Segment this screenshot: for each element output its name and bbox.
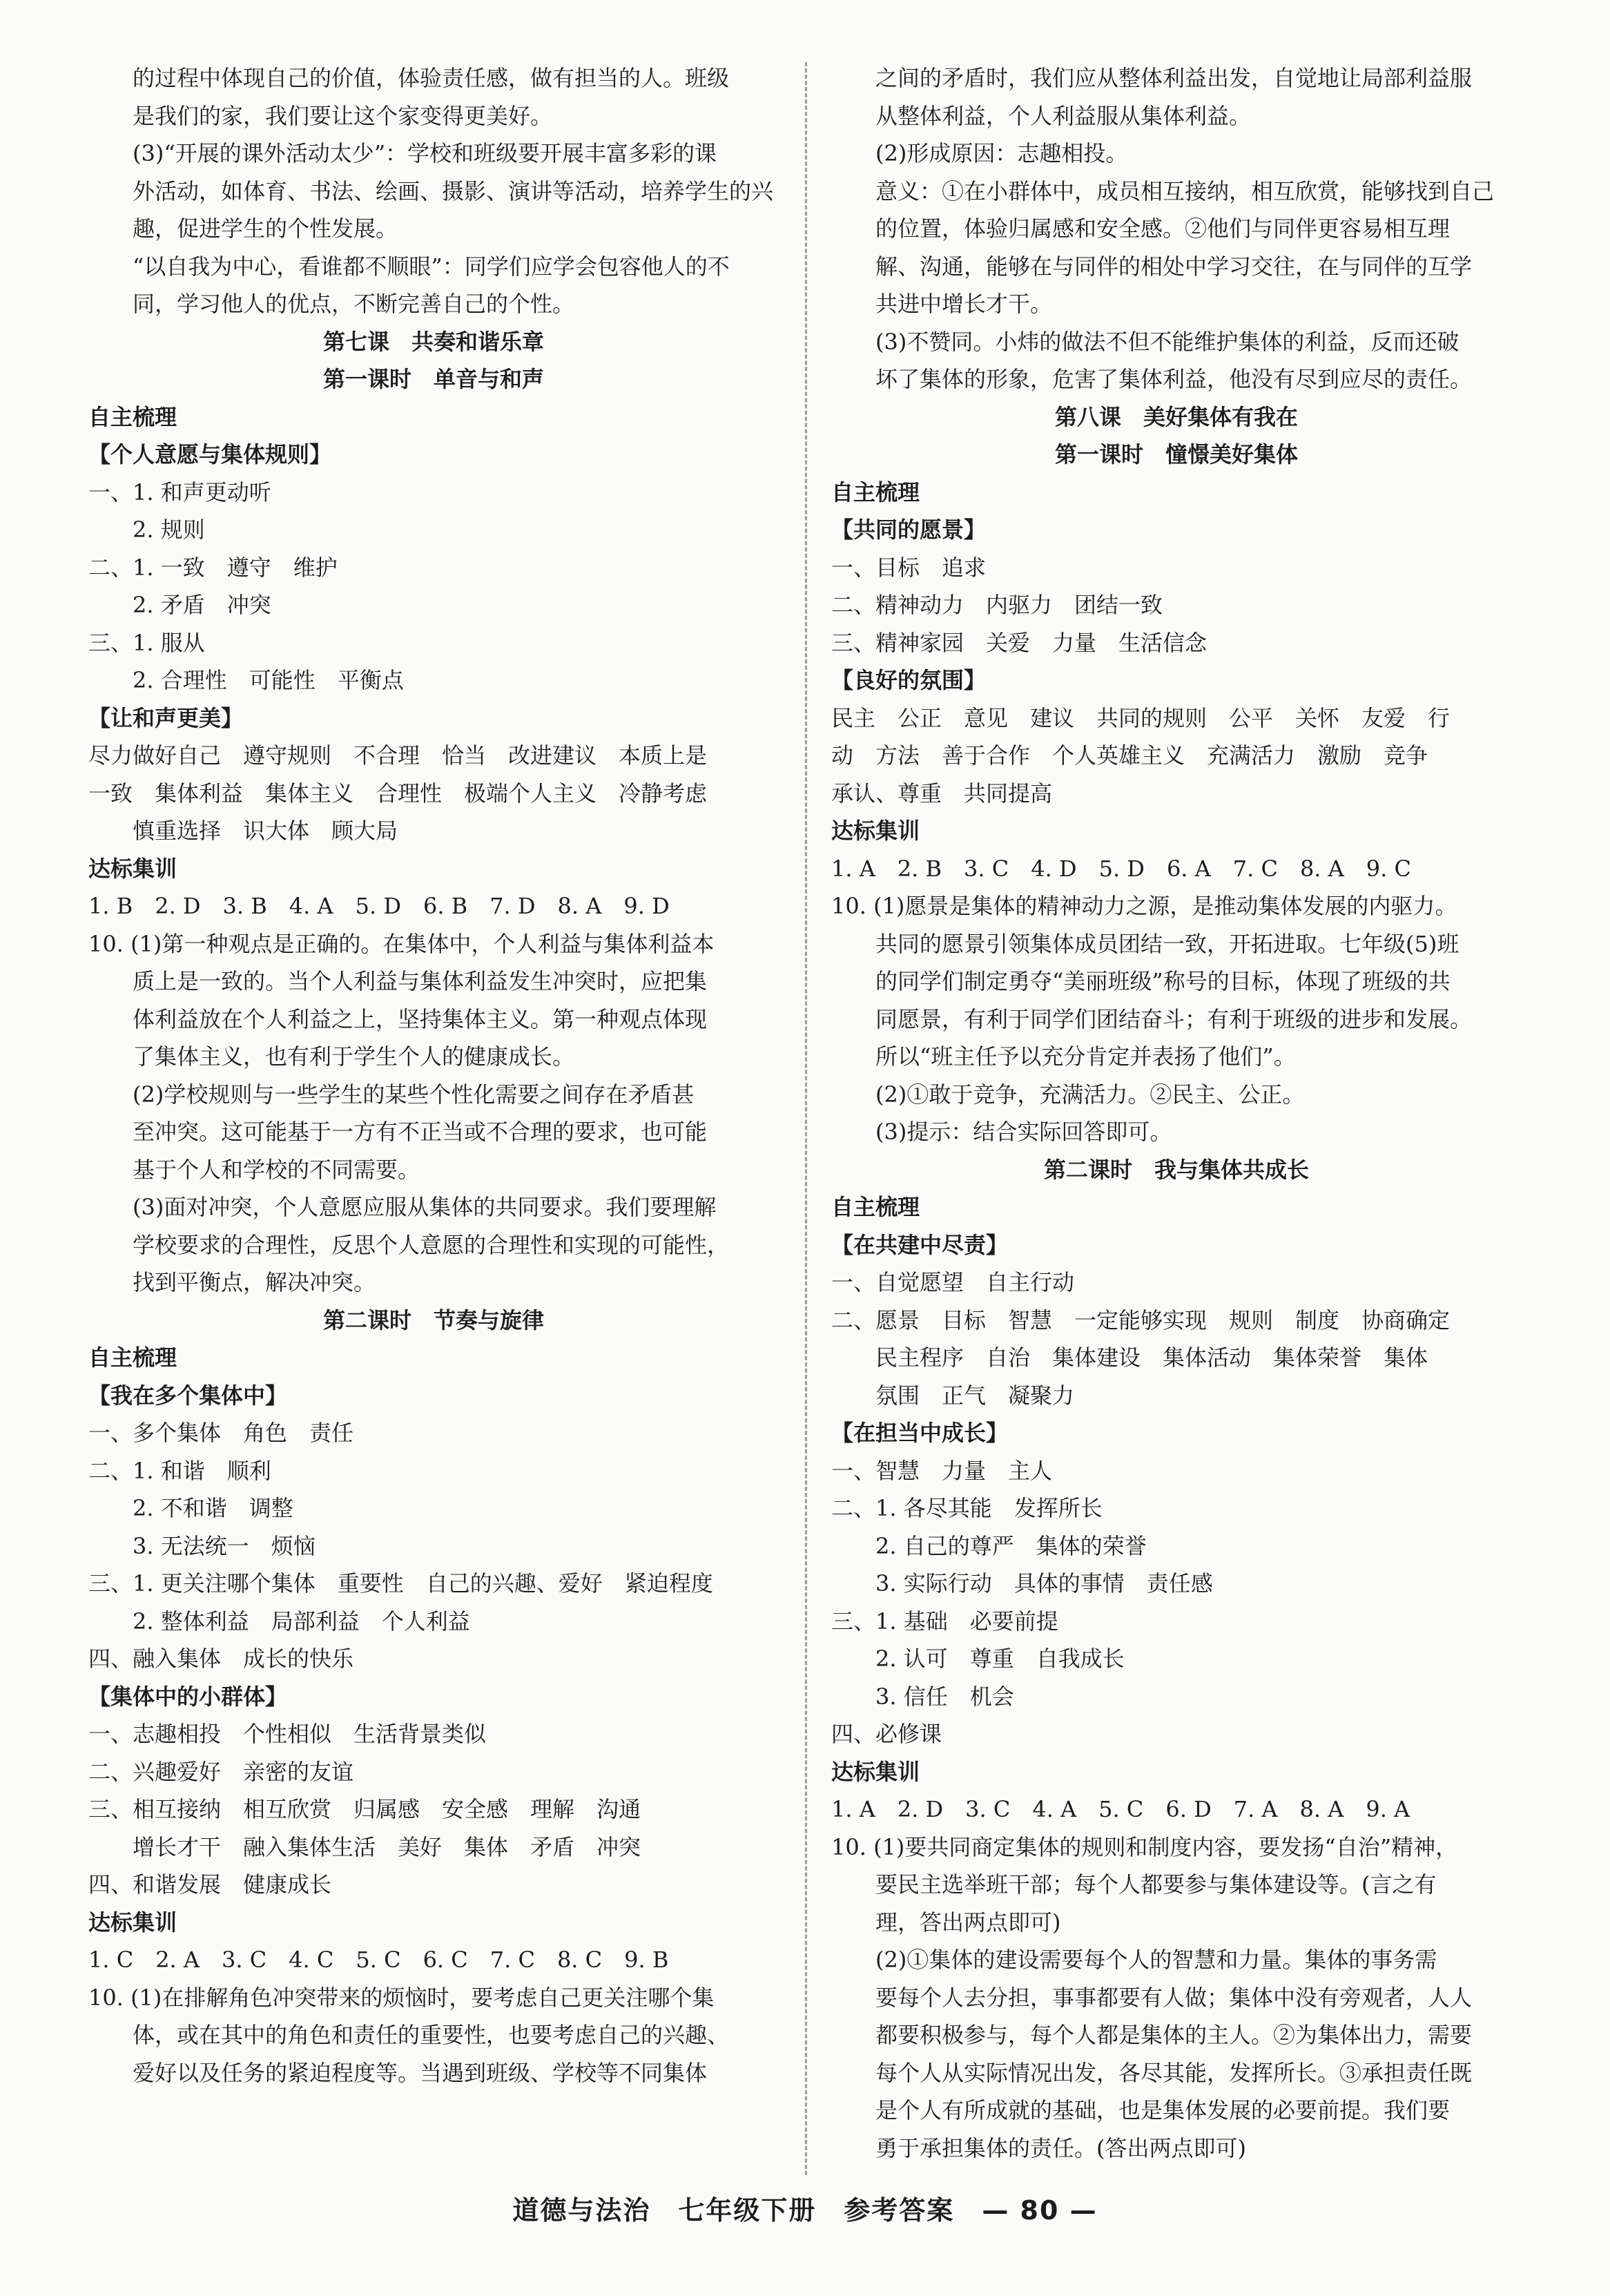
topic-heading: 【在共建中尽责】 (831, 1231, 1009, 1258)
answer-line: 是个人有所成就的基础，也是集体发展的必要前提。我们要 (875, 2097, 1451, 2123)
answer-line: 二、1. 一致 遵守 维护 (88, 554, 338, 581)
answer-line: 所以“班主任予以充分肯定并表扬了他们”。 (875, 1043, 1296, 1070)
answer-line: 二、愿景 目标 智慧 一定能够实现 规则 制度 协商确定 (831, 1306, 1451, 1333)
column-divider (805, 62, 807, 2175)
section-heading: 自主梳理 (88, 1344, 177, 1371)
topic-heading: 【我在多个集体中】 (88, 1382, 288, 1409)
answer-line: 要民主选举班干部；每个人都要参与集体建设等。(言之有 (875, 1871, 1437, 1898)
answer-line: 3. 无法统一 烦恼 (133, 1532, 316, 1559)
answer-line: 四、和谐发展 健康成长 (88, 1871, 332, 1898)
answer-line: 1. C 2. A 3. C 4. C 5. C 6. C 7. C 8. C 9. B (88, 1947, 669, 1973)
section-heading: 达标集训 (831, 818, 920, 844)
lesson-title: 第七课 共奏和谐乐章 (322, 328, 544, 355)
section-heading: 达标集训 (831, 1758, 920, 1785)
page-footer: 道德与法治 七年级下册 参考答案 — 80 — (512, 2195, 1098, 2226)
topic-heading: 【个人意愿与集体规则】 (88, 441, 332, 467)
answer-line: 的同学们制定勇夺“美丽班级”称号的目标，体现了班级的共 (875, 968, 1451, 994)
answer-line: 二、兴趣爱好 亲密的友谊 (88, 1758, 354, 1785)
answer-line: 一、1. 和声更动听 (88, 479, 271, 505)
answer-line: 至冲突。这可能基于一方有不正当或不合理的要求，也可能 (133, 1119, 708, 1145)
answer-line: 三、1. 服从 (88, 629, 205, 656)
answer-line: 爱好以及任务的紧迫程度等。当遇到班级、学校等不同集体 (133, 2059, 708, 2086)
answer-line: 外活动，如体育、书法、绘画、摄影、演讲等活动，培养学生的兴 (133, 177, 774, 204)
answer-line: 勇于承担集体的责任。(答出两点即可) (875, 2134, 1246, 2161)
answer-line: 2. 认可 尊重 自我成长 (875, 1646, 1125, 1672)
answer-line: 是我们的家，我们要让这个家变得更美好。 (133, 102, 553, 129)
answer-line: 2. 合理性 可能性 平衡点 (133, 667, 404, 693)
answer-line: 一、自觉愿望 自主行动 (831, 1269, 1075, 1295)
answer-line: “以自我为中心，看谁都不顺眼”：同学们应学会包容他人的不 (133, 253, 730, 280)
answer-line: 10. (1)在排解角色冲突带来的烦恼时，要考虑自己更关注哪个集 (88, 1984, 715, 2011)
answer-line: 同，学习他人的优点，不断完善自己的个性。 (133, 291, 575, 317)
section-heading: 达标集训 (88, 855, 177, 882)
answer-line: 坏了集体的形象，危害了集体利益，他没有尽到应尽的责任。 (875, 366, 1473, 392)
answer-line: 3. 实际行动 具体的事情 责任感 (875, 1570, 1213, 1596)
answer-line: 四、必修课 (831, 1721, 942, 1747)
answer-line: (2)学校规则与一些学生的某些个性化需要之间存在矛盾甚 (133, 1081, 695, 1108)
answer-line: 二、精神动力 内驱力 团结一致 (831, 592, 1163, 618)
answer-line: (2)①集体的建设需要每个人的智慧和力量。集体的事务需 (875, 1947, 1437, 1973)
answer-line: 3. 信任 机会 (875, 1683, 1014, 1710)
answer-line: 民主程序 自治 集体建设 集体活动 集体荣誉 集体 (875, 1344, 1428, 1371)
lesson-title: 第一课时 单音与和声 (322, 366, 544, 392)
lesson-title: 第一课时 憧憬美好集体 (1054, 441, 1298, 467)
answer-line: 一、目标 追求 (831, 554, 987, 581)
answer-line: 2. 不和谐 调整 (133, 1495, 293, 1521)
answer-line: 找到平衡点，解决冲突。 (133, 1269, 376, 1295)
answer-line: 氛围 正气 凝聚力 (875, 1382, 1075, 1409)
answer-line: 基于个人和学校的不同需要。 (133, 1156, 420, 1183)
answer-line: 每个人从实际情况出发，各尽其能，发挥所长。③承担责任既 (875, 2059, 1473, 2086)
answer-line: 共进中增长才干。 (875, 291, 1053, 317)
answer-line: 10. (1)愿景是集体的精神动力之源，是推动集体发展的内驱力。 (831, 893, 1457, 919)
answer-line: 了集体主义，也有利于学生个人的健康成长。 (133, 1043, 575, 1070)
answer-line: 慎重选择 识大体 顾大局 (133, 818, 398, 844)
answer-line: 的过程中体现自己的价值，体验责任感，做有担当的人。班级 (133, 65, 730, 91)
answer-line: 解、沟通，能够在与同伴的相处中学习交往，在与同伴的互学 (875, 253, 1473, 280)
answer-line: 趣，促进学生的个性发展。 (133, 215, 398, 242)
answer-line: 1. A 2. D 3. C 4. A 5. C 6. D 7. A 8. A 9. A (831, 1796, 1410, 1822)
topic-heading: 【让和声更美】 (88, 704, 244, 731)
answer-line: 三、精神家园 关爱 力量 生活信念 (831, 629, 1208, 656)
answer-line: 三、相互接纳 相互欣赏 归属感 安全感 理解 沟通 (88, 1796, 641, 1822)
answer-line: (3)不赞同。小炜的做法不但不能维护集体的利益，反而还破 (875, 328, 1459, 355)
answer-line: 2. 自己的尊严 集体的荣誉 (875, 1532, 1147, 1559)
answer-line: 同愿景，有利于同学们团结奋斗；有利于班级的进步和发展。 (875, 1005, 1473, 1032)
answer-line: 一、智慧 力量 主人 (831, 1457, 1053, 1484)
answer-line: 2. 整体利益 局部利益 个人利益 (133, 1608, 470, 1634)
answer-line: 承认、尊重 共同提高 (831, 780, 1053, 807)
answer-line: 二、1. 各尽其能 发挥所长 (831, 1495, 1103, 1521)
answer-line: 2. 矛盾 冲突 (133, 592, 271, 618)
answer-line: 要每个人去分担，事事都要有人做；集体中没有旁观者，人人 (875, 1984, 1473, 2011)
answer-line: 从整体利益，个人利益服从集体利益。 (875, 102, 1252, 129)
answer-line: (2)①敢于竞争，充满活力。②民主、公正。 (875, 1081, 1305, 1108)
answer-line: 1. B 2. D 3. B 4. A 5. D 6. B 7. D 8. A 9. D (88, 893, 670, 919)
answer-line: 10. (1)第一种观点是正确的。在集体中，个人利益与集体利益本 (88, 930, 715, 957)
answer-line: 学校要求的合理性，反思个人意愿的合理性和实现的可能性， (133, 1231, 730, 1258)
section-heading: 达标集训 (88, 1909, 177, 1936)
lesson-title: 第二课时 我与集体共成长 (1043, 1156, 1309, 1183)
answer-line: 民主 公正 意见 建议 共同的规则 公平 关怀 友爱 行 (831, 704, 1451, 731)
answer-line: (3)面对冲突，个人意愿应服从集体的共同要求。我们要理解 (133, 1194, 717, 1220)
answer-line: (3)“开展的课外活动太少”：学校和班级要开展丰富多彩的课 (133, 140, 717, 166)
answer-line: 一、多个集体 角色 责任 (88, 1420, 354, 1446)
left-column (88, 59, 779, 2092)
answer-line: 体利益放在个人利益之上，坚持集体主义。第一种观点体现 (133, 1005, 708, 1032)
answer-line: 尽力做好自己 遵守规则 不合理 恰当 改进建议 本质上是 (88, 742, 708, 769)
answer-line: 增长才干 融入集体生活 美好 集体 矛盾 冲突 (133, 1833, 641, 1860)
answer-line: 的位置，体验归属感和安全感。②他们与同伴更容易相互理 (875, 215, 1451, 242)
lesson-title: 第二课时 节奏与旋律 (322, 1306, 544, 1333)
answer-line: 质上是一致的。当个人利益与集体利益发生冲突时，应把集 (133, 968, 708, 994)
answer-line: 四、融入集体 成长的快乐 (88, 1646, 354, 1672)
topic-heading: 【在担当中成长】 (831, 1420, 1009, 1446)
answer-line: (3)提示：结合实际回答即可。 (875, 1119, 1172, 1145)
answer-line: 三、1. 基础 必要前提 (831, 1608, 1058, 1634)
answer-line: 一致 集体利益 集体主义 合理性 极端个人主义 冷静考虑 (88, 780, 708, 807)
topic-heading: 【良好的氛围】 (831, 667, 987, 693)
topic-heading: 【共同的愿景】 (831, 517, 987, 543)
answer-line: 都要积极参与，每个人都是集体的主人。②为集体出力，需要 (875, 2022, 1473, 2048)
section-heading: 自主梳理 (88, 403, 177, 430)
section-heading: 自主梳理 (831, 1194, 920, 1220)
answer-line: 三、1. 更关注哪个集体 重要性 自己的兴趣、爱好 紧迫程度 (88, 1570, 713, 1596)
answer-line: 动 方法 善于合作 个人英雄主义 充满活力 激励 竞争 (831, 742, 1428, 769)
answer-line: 10. (1)要共同商定集体的规则和制度内容，要发扬“自治”精神， (831, 1833, 1458, 1860)
answer-line: 理，答出两点即可) (875, 1909, 1061, 1936)
answer-line: 1. A 2. B 3. C 4. D 5. D 6. A 7. C 8. A 9. C (831, 855, 1411, 882)
answer-line: 2. 规则 (133, 517, 205, 543)
answer-line: 意义：①在小群体中，成员相互接纳，相互欣赏，能够找到自己 (875, 177, 1495, 204)
answer-line: 一、志趣相投 个性相似 生活背景类似 (88, 1721, 487, 1747)
topic-heading: 【集体中的小群体】 (88, 1683, 288, 1710)
answer-line: 二、1. 和谐 顺利 (88, 1457, 271, 1484)
section-heading: 自主梳理 (831, 479, 920, 505)
answer-line: 体，或在其中的角色和责任的重要性，也要考虑自己的兴趣、 (133, 2022, 730, 2048)
answer-line: 共同的愿景引领集体成员团结一致，开拓进取。七年级(5)班 (875, 930, 1459, 957)
answer-line: 之间的矛盾时，我们应从整体利益出发，自觉地让局部利益服 (875, 65, 1473, 91)
lesson-title: 第八课 美好集体有我在 (1054, 403, 1298, 430)
right-column (831, 59, 1522, 2167)
answer-line: (2)形成原因：志趣相投。 (875, 140, 1128, 166)
